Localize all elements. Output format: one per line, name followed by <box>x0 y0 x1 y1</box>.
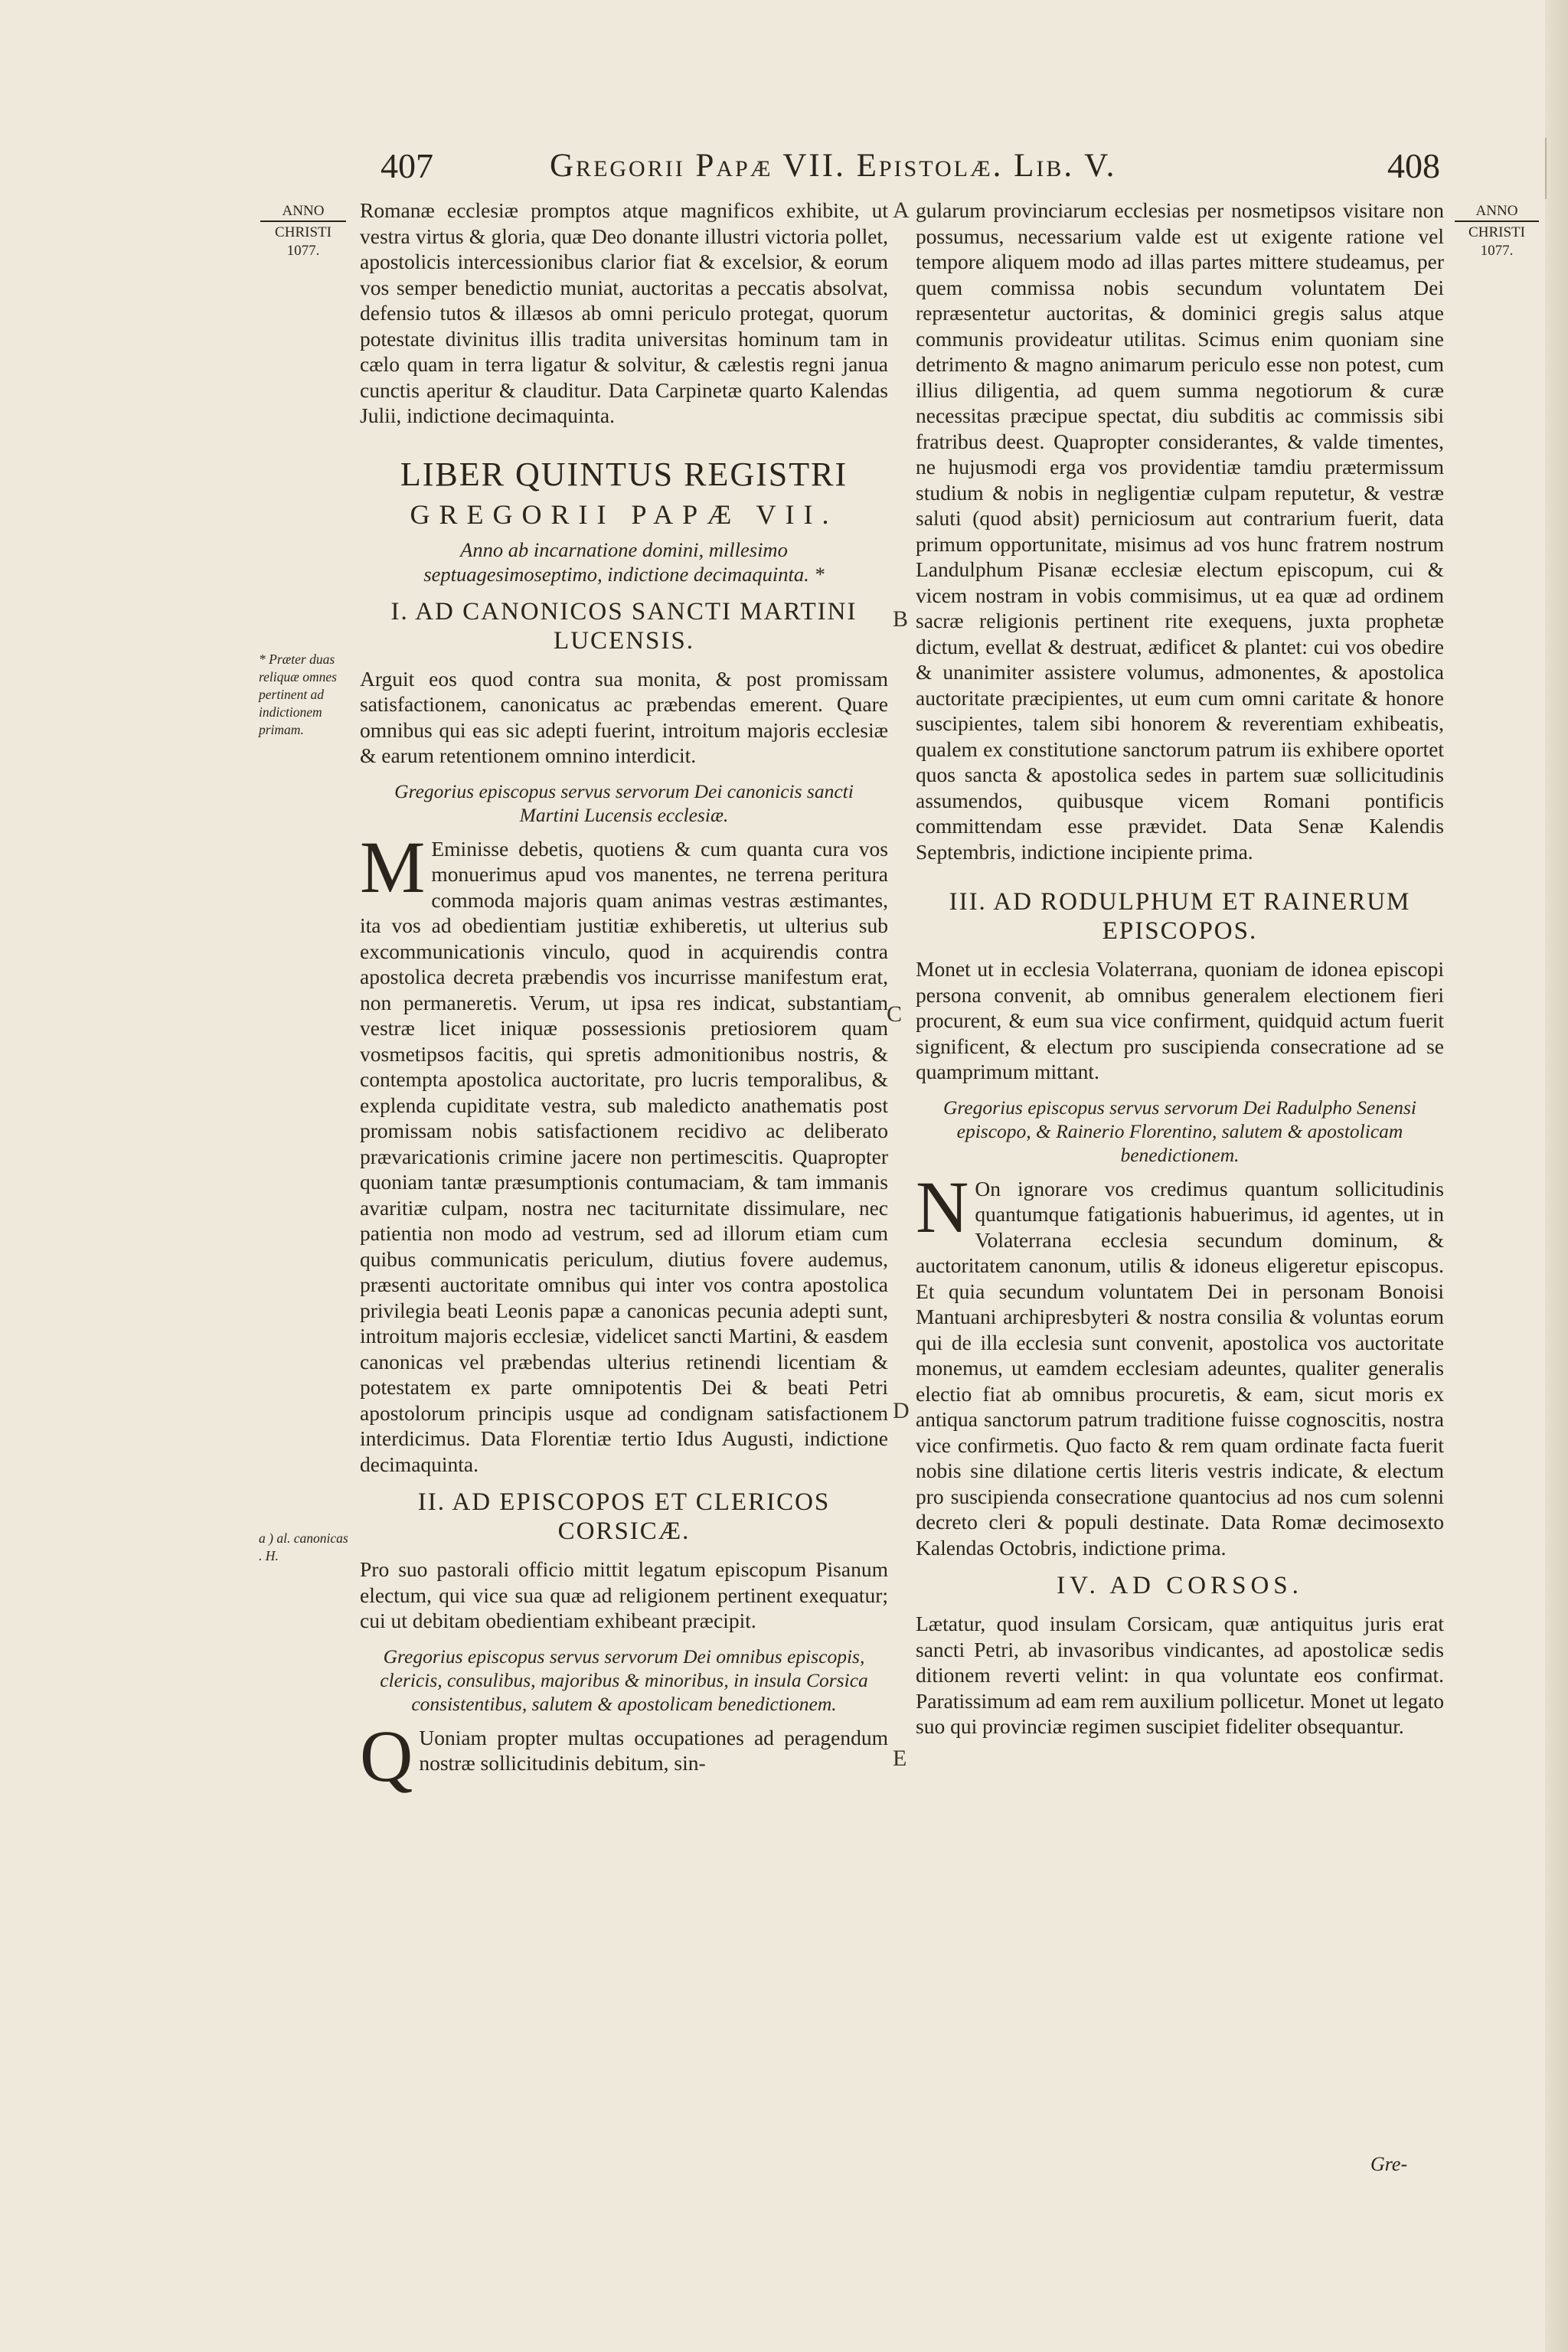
book-subtitle: GREGORII PAPÆ VII. <box>410 498 838 530</box>
drop-cap: M <box>360 825 426 908</box>
epistle-1-body <box>360 825 888 1478</box>
epistle-4-heading: IV. AD CORSOS. <box>1057 1572 1303 1599</box>
epistle-3-salutation: Gregorius episcopus servus servorum Dei Radulpho Senensi episcopo, & Rainerio Florentino, salutem & apostolicam benedictionem. <box>942 1096 1417 1166</box>
margin-letter-a: A <box>893 198 910 223</box>
epistle-1-text: Eminisse debetis, quotiens & cum quanta cura vos monuerimus apud vos manentes, ne terrena peritura commoda majoris quam animas vestras æstimantes, ita vos ad obedientiam justitiæ exhiberetis, ut ulterius sub excommunicationis vinculo, quod in acquirendis contra apostolica decreta præbendis vos incurrisse manifestum erat, non permaneretis. Verum, ut ipsa res indicat, substantiam vestræ licet iniquæ possessionis pretiosiorem quam vosmetipsos facitis, qui spretis admonitionibus nostris, & contempta apostolica auctoritate, pro lucris temporalibus, & explenda cupiditate vestra, sub maledicto anathematis post promissam nobis satisfactionem recidivo ac deliberato prævaricationis crimine jacere non pertimescitis. Quapropter quoniam tantæ præsumptionis contumaciam, & tam immanis avaritiæ culpam, nostra nec taciturnitate dissimulare, nec patientia non modo ad vestrum, sed ad illorum etiam cum quibus communicatis periculum, diutius fovere audemus, præsenti auctoritate omnibus qui inter vos contra apostolica privilegia beati Leonis papæ a canonicas pecunia adepti sunt, introitum majoris ecclesiæ, videlicet sancti Martini, & easdem canonicas vel præbendas ulterius retinendi licentiam & potestatem ex parte omnipotentis Dei & beati Petri apostolorum principis usque ad condignam satisfactionem interdicimus. Data Florentiæ tertio Idus Augusti, indictione decimaquinta. <box>360 836 888 1476</box>
year-note-label: ANNO <box>1475 203 1518 219</box>
summary-text: Monet ut in ecclesia Volaterrana, quoniam de idonea episcopi persona convenit, ab omnibus generalem electionem fieri procurent, & eum sua vice confirment, quidquid actum fuerit significent, & electum pro suscipienda consecratione ad se quamprimum mittant. <box>916 957 1444 1083</box>
right-column <box>916 198 1444 1750</box>
continued-paragraph: Romanæ ecclesiæ promptos atque magnificos exhibite, ut vestra virtus & gloria, quæ Deo donante illustri victoria pollet, apostolicis intercessionibus clarior fiat & excelsior, & eorum vos semper benedictio muniat, auctoritas a peccatis absolvat, defensio tutos & illæsos ab omni periculo protegat, quorum potestate divinitus illis tradita universitas hominum tam in cælo quam in terra ligatur & solvitur, & cælestis regni janua cunctis aperitur & clauditur. Data Carpinetæ quarto Kalendas Julii, indictione decimaquinta. <box>360 198 888 427</box>
side-note-variant: a ) al. canonicas . H. <box>259 1530 348 1563</box>
drop-cap: Q <box>360 1714 413 1797</box>
left-column <box>360 198 888 1797</box>
year-note-left <box>260 202 346 260</box>
anno-note: Anno ab incarnatione domini, millesimo septuagesimoseptimo, indictione decimaquinta. * <box>423 537 825 586</box>
epistle-2-heading: II. AD EPISCOPOS ET CLERICOS CORSICÆ. <box>417 1488 831 1545</box>
year-note-label: ANNO <box>282 203 325 219</box>
summary-text: Lætatur, quod insulam Corsicam, quæ antiquitus juris erat sancti Petri, ab invasoribus vindicantes, ad apostolicæ sedis ditionem reverti velint: in qua voluntate eos confirmat. Paratissimum ad eam rem auxilium pollicetur. Monet ut legato suo qui provinciæ regimen suscipiet fideliter obsequantur. <box>916 1612 1444 1738</box>
margin-letter-e: E <box>893 1746 907 1771</box>
book-title: LIBER QUINTUS REGISTRI <box>400 455 848 493</box>
year-note-label: CHRISTI <box>275 224 332 240</box>
continued-paragraph: gularum provinciarum ecclesias per nosmetipsos visitare non possumus, necessarium valde est ut exigente ratione vel tempore aliquem modo ad illas partes mittere studeamus, per quem commissa nobis secundum voluntatem Dei repræsentetur auctoritas, & dominici gregis salus atque communis provideatur utilitas. Scimus enim quoniam sine detrimento & magno animarum periculo esse non potest, cum illius diligentia, ad quem summa negotiorum & curæ necessitas præcipue spectat, diu subditis ac commissis sibi fratribus deest. Quapropter considerantes, & valde timentes, ne hujusmodi erga vos providentiæ tamdiu prætermissum studium & nobis in negligentiæ culpam reputetur, & vestræ saluti (quod absit) perniciosum aut contrarium fuerit, data primum opportunitate, misimus ad vos hunc fratrem nostrum Landulphum Pisanæ ecclesiæ electum episcopum, cui & vicem nostram in vobis commisimus, ut ea quæ ad ordinem sacræ religionis pertinent rite exequens, juxta prophetæ dictum, evellat & destruat, ædificet & plantet: cui vos obedire & unanimiter assistere volumus, admonentes, & apostolica auctoritate præcipientes, ut eum cum omni caritate & honore suscipientes, talem sibi honorem & reverentiam exhibeatis, qualem ex constitutione sanctorum patrum iis exhibere oportet quos sancta & apostolica sedes in partem suæ sollicitudinis assumendos, quibusque vicem Romani pontificis committendam esse prævidet. Data Senæ Kalendis Septembris, indictione incipiente prima. <box>916 198 1444 864</box>
margin-letter-d: D <box>893 1398 910 1423</box>
epistle-2-summary <box>360 1557 888 1634</box>
epistle-1-salutation: Gregorius episcopus servus servorum Dei canonicis sancti Martini Lucensis ecclesiæ. <box>394 779 854 826</box>
year-note-right <box>1455 202 1539 260</box>
epistle-1-summary <box>360 666 888 769</box>
page-edge-shadow <box>1545 0 1568 2352</box>
margin-letter-b: B <box>893 606 909 632</box>
epistle-1-heading: I. AD CANONICOS SANCTI MARTINI LUCENSIS. <box>390 597 858 655</box>
epistle-4-summary <box>916 1611 1444 1740</box>
epistle-3-summary <box>916 956 1444 1085</box>
summary-text: Arguit eos quod contra sua monita, & post promissam satisfactionem, canonicatus ac præbendas emerent. Quare omnibus qui eas sic adepti fuerint, introitum majoris ecclesiæ & earum retentionem omnino interdicit. <box>360 666 888 767</box>
running-head <box>0 145 1568 199</box>
epistle-3-body <box>916 1165 1444 1561</box>
margin-letter-c: C <box>887 1001 903 1027</box>
year-note-label: CHRISTI <box>1468 224 1525 240</box>
year-note-rule <box>260 220 346 222</box>
epistle-3-text: On ignorare vos credimus quantum sollicitudinis quantumque fatigationis habuerimus, id agentes, ut in Volaterrana ecclesia secundum dominum, & auctoritatem canonum, utilis & idoneus eligeretur episcopus. Et quia secundum voluntatem Dei in personam Bonoisi Mantuani archipresbyteri & nostra consilia & voluntas eorum qui de illa ecclesia sunt convenit, apostolica vos auctoritate monemus, ut eamdem ecclesiam adeuntes, qualiter generalis electio fiat ab omnibus procuretis, & eam, sicut moris ex antiqua sanctorum patrum traditione fuisse cognoscitis, nostra vice confirmetis. Quo facto & rem quam ordinate facta fuerit nobis sine dilatione certis literis vestris indicate, & electum pro suscipienda consecratione quantocius ad nos cum solenni decreto cleri & populi destinate. Data Romæ decimosexto Kalendas Octobris, indictione prima. <box>916 1176 1444 1560</box>
year-note-rule <box>1455 220 1539 222</box>
page-number-left: 407 <box>381 146 433 185</box>
running-title: Gregorii Papæ VII. Epistolæ. Lib. V. <box>550 148 1117 184</box>
summary-text: Pro suo pastorali officio mittit legatum episcopum Pisanum electum, qui vice sua quæ ad religionem pertinent exequatur; cui ut debitam obedientiam exhibeant præcipit. <box>360 1557 888 1632</box>
side-note-indiction: * Præter duas reliquæ omnes pertinent ad indictionem primam. <box>259 652 337 737</box>
epistle-3-heading: III. AD RODULPHUM ET RAINERUM EPISCOPOS. <box>949 888 1411 945</box>
epistle-2-body <box>360 1714 888 1797</box>
drop-cap: N <box>916 1165 969 1248</box>
year-note-year: 1077. <box>286 243 320 259</box>
epistle-2-text: Uoniam propter multas occupationes ad peragendum nostræ sollicitudinis debitum, sin- <box>419 1725 888 1775</box>
epistle-2-salutation: Gregorius episcopus servus servorum Dei omnibus episcopis, clericis, consulibus, majoribus & minoribus, in insula Corsica consistentibus, salutem & apostolicam benedictionem. <box>380 1645 868 1715</box>
year-note-year: 1077. <box>1480 243 1514 259</box>
catchword: Gre- <box>1370 2153 1408 2175</box>
page-number-right: 408 <box>1387 146 1440 185</box>
